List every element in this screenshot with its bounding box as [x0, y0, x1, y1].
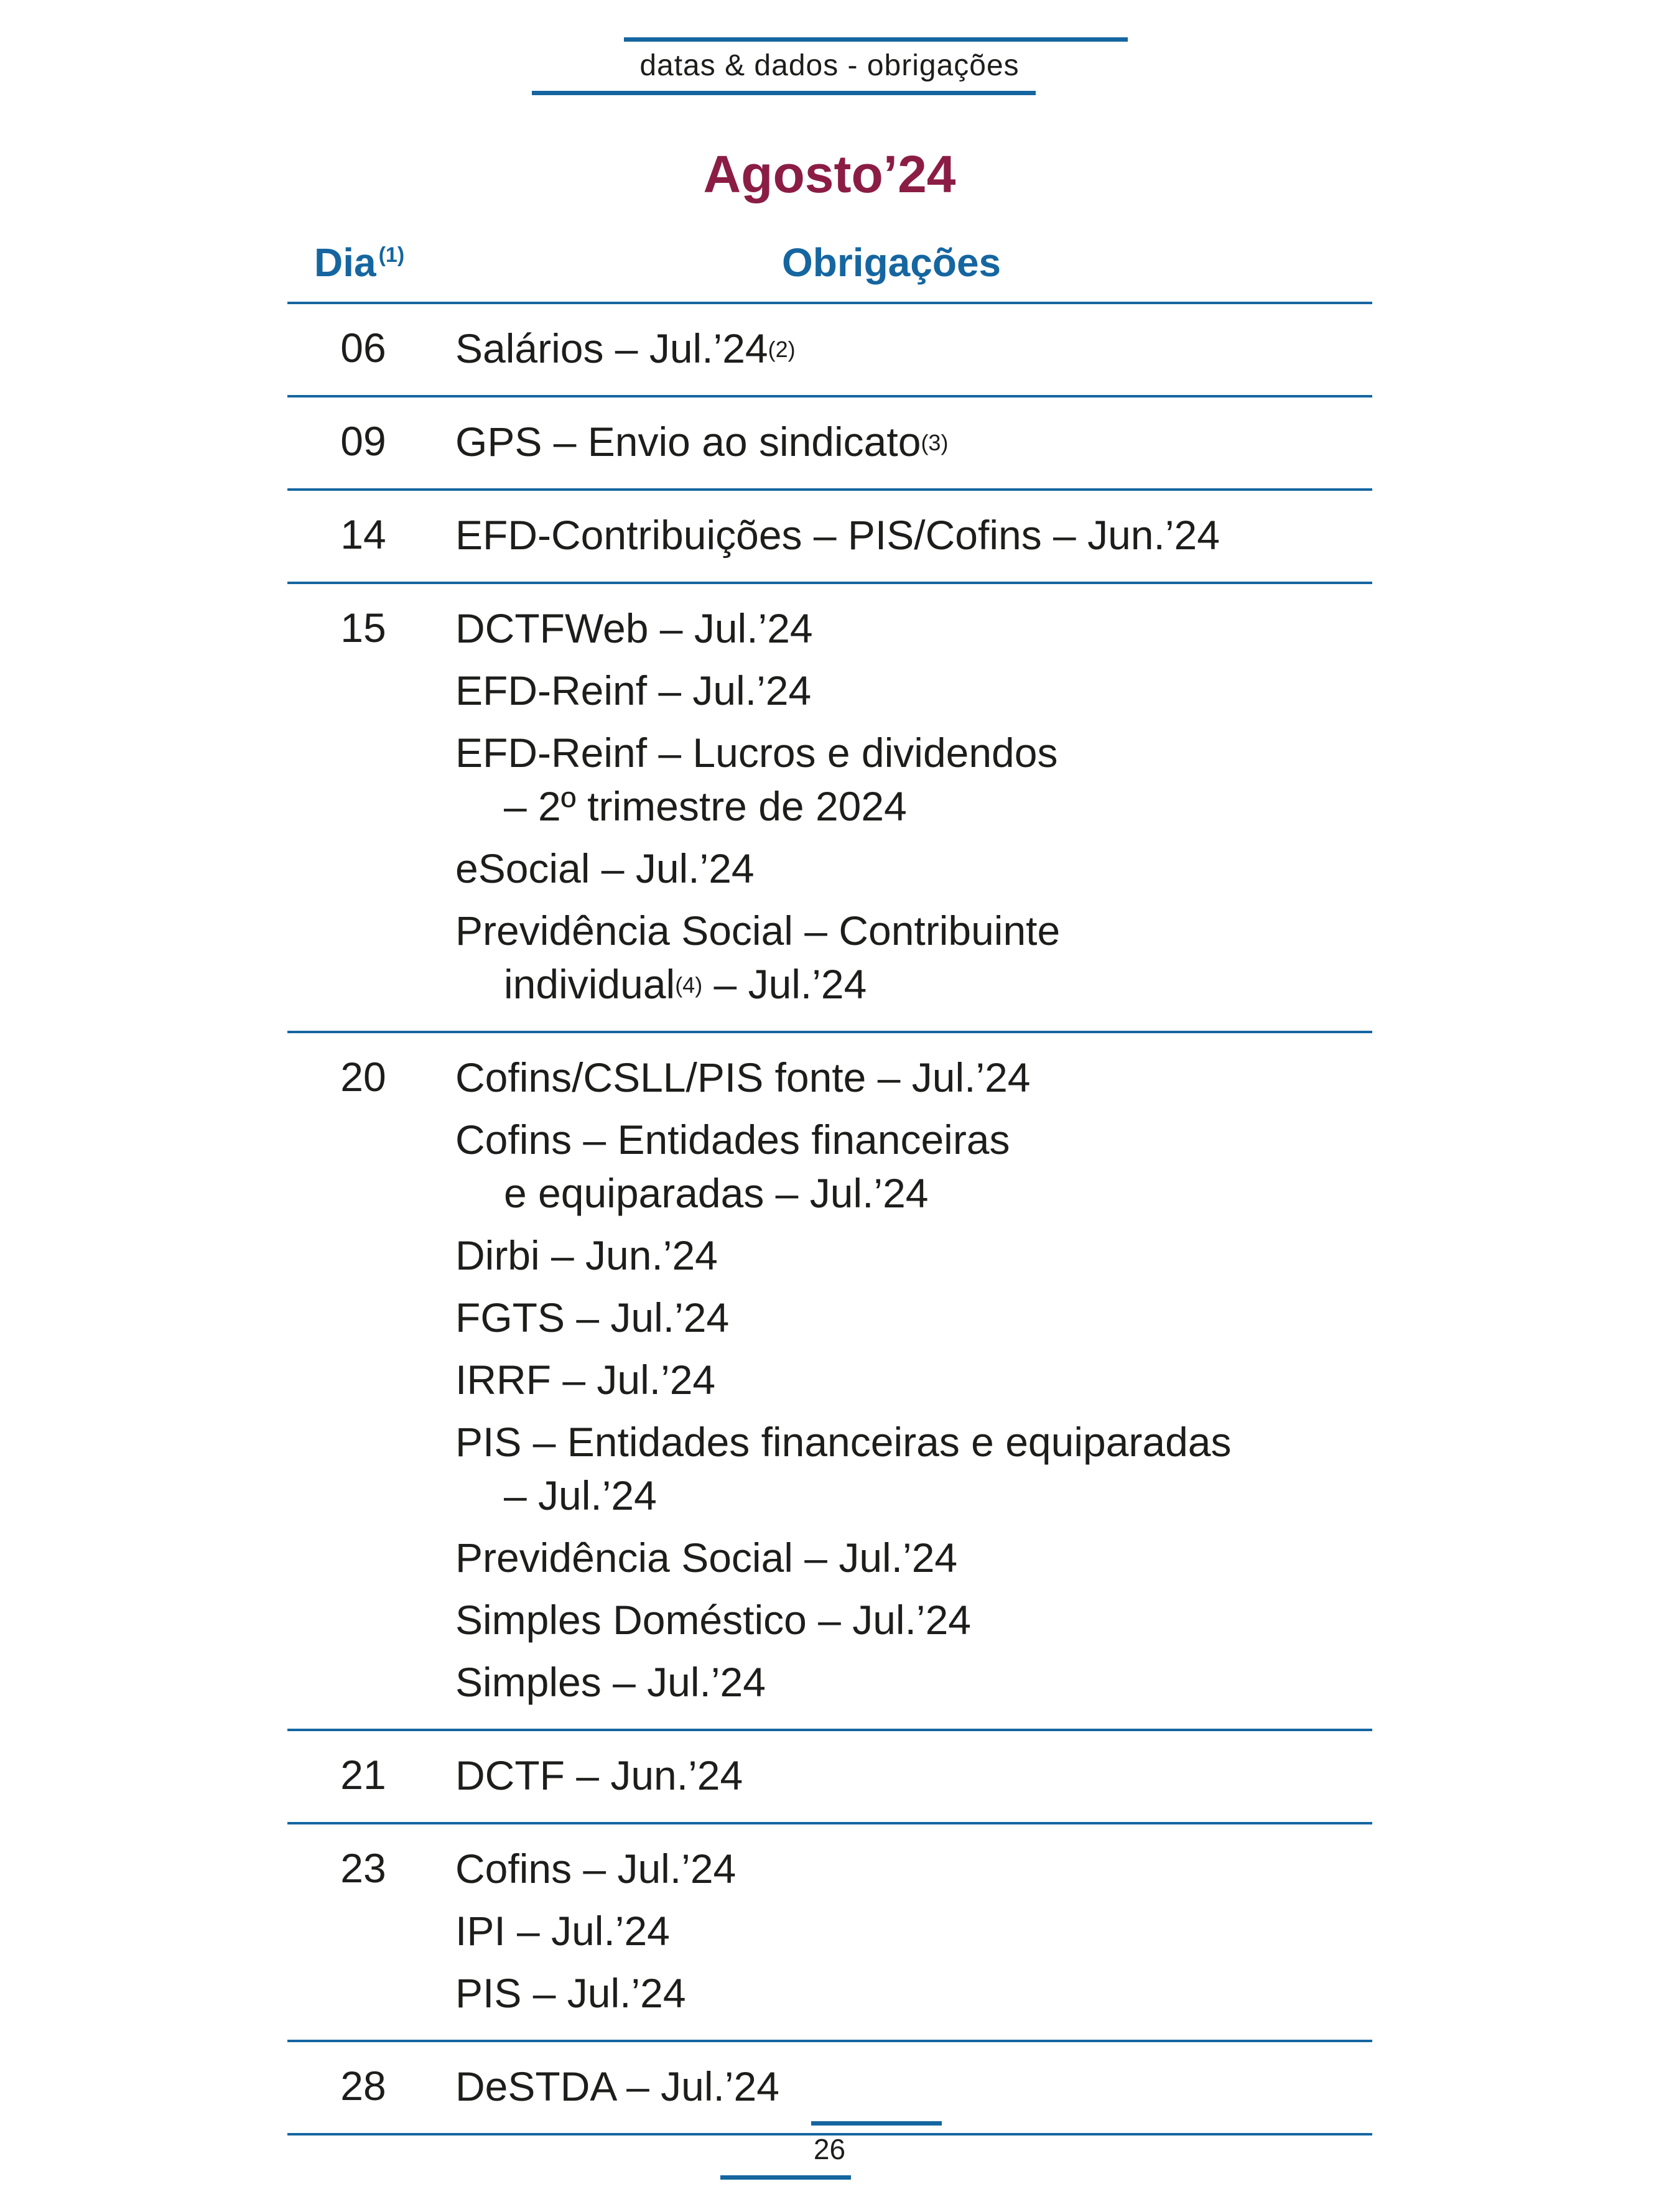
day-cell: 28 [340, 2063, 386, 2109]
obligation-text: DCTF – Jun.’24 [455, 1752, 743, 1798]
column-header-day-note: (1) [378, 243, 405, 267]
table-row [287, 1033, 1372, 1731]
table-row [287, 304, 1372, 397]
day-cell: 09 [340, 418, 386, 464]
obligation-item [455, 2060, 1372, 2113]
obligation-item [455, 1531, 1372, 1584]
obligation-text: Cofins/CSLL/PIS fonte – Jul.’24 [455, 1054, 1031, 1100]
obligation-text: PIS – Entidades financeiras e equiparadas [455, 1419, 1232, 1465]
obligation-item [455, 664, 1372, 717]
page-title: Agosto’24 [703, 145, 956, 203]
obligations-cell [439, 2060, 1372, 2122]
obligation-text: DeSTDA – Jul.’24 [455, 2063, 779, 2109]
table-top-rule [287, 302, 1372, 304]
obligation-item [455, 842, 1372, 895]
obligation-item [455, 726, 1372, 833]
obligation-text: EFD-Contribuições – PIS/Cofins – Jun.’24 [455, 512, 1220, 558]
obligation-item [455, 1113, 1372, 1220]
obligations-cell [439, 415, 1372, 477]
obligation-item [455, 602, 1372, 655]
footer-rule-bottom [720, 2175, 851, 2180]
obligation-text: Cofins – Jul.’24 [455, 1846, 737, 1892]
day-cell: 14 [340, 511, 386, 557]
obligation-text: EFD-Reinf – Jul.’24 [455, 667, 812, 713]
obligation-item [455, 415, 1372, 468]
column-header-day [314, 239, 404, 286]
table-row [287, 584, 1372, 1033]
obligation-text: PIS – Jul.’24 [455, 1970, 686, 2016]
table-row [287, 491, 1372, 584]
day-cell: 23 [340, 1845, 386, 1891]
header-rule-bottom [532, 91, 1036, 95]
obligation-text: GPS – Envio ao sindicato [455, 419, 921, 465]
obligation-item [455, 1904, 1372, 1958]
obligation-item [455, 904, 1372, 1011]
obligation-text: DCTFWeb – Jul.’24 [455, 605, 813, 651]
obligation-text: IPI – Jul.’24 [455, 1908, 670, 1954]
obligation-item [455, 1655, 1372, 1709]
obligations-cell [439, 1749, 1372, 1811]
obligations-table [287, 302, 1372, 2135]
obligation-text: Cofins – Entidades financeiras [455, 1117, 1010, 1163]
page-number: 26 [813, 2133, 846, 2165]
obligation-item [455, 1051, 1372, 1104]
header-rule-top [624, 37, 1128, 42]
obligation-text-continued-part: individual [504, 961, 676, 1007]
table-body [287, 304, 1372, 2135]
obligation-item [455, 508, 1372, 562]
obligation-text-continued [455, 957, 1372, 1011]
obligation-item [455, 1593, 1372, 1647]
obligation-item [455, 1415, 1372, 1522]
footer-rule-top [811, 2121, 942, 2126]
obligation-text-continued: – 2º trimestre de 2024 [504, 783, 907, 829]
day-cell: 21 [340, 1752, 386, 1798]
day-cell: 15 [340, 605, 386, 651]
obligation-text: Simples – Jul.’24 [455, 1659, 766, 1705]
obligation-text-continued-part: – Jul.’24 [702, 961, 867, 1007]
obligations-cell [439, 508, 1372, 570]
obligation-item [455, 1842, 1372, 1895]
obligation-text: Previdência Social – Jul.’24 [455, 1535, 958, 1581]
obligation-text: eSocial – Jul.’24 [455, 845, 755, 891]
obligation-text: Dirbi – Jun.’24 [455, 1232, 718, 1278]
obligations-cell [439, 1842, 1372, 2028]
obligation-item [455, 322, 1372, 375]
table-row [287, 1824, 1372, 2042]
obligation-item [455, 1353, 1372, 1406]
obligation-text: IRRF – Jul.’24 [455, 1357, 716, 1403]
obligation-item [455, 1966, 1372, 2020]
table-row [287, 397, 1372, 491]
obligation-text: Salários – Jul.’24 [455, 325, 768, 371]
section-title: datas & dados - obrigações [639, 49, 1020, 82]
day-cell: 06 [340, 325, 386, 371]
obligation-item [455, 1749, 1372, 1802]
footnote-marker: (2) [768, 337, 796, 362]
obligation-item [455, 1291, 1372, 1344]
footnote-marker: (3) [921, 430, 949, 455]
obligation-text: Simples Doméstico – Jul.’24 [455, 1597, 971, 1643]
obligations-cell [439, 322, 1372, 384]
obligation-text-continued: e equiparadas – Jul.’24 [504, 1170, 929, 1216]
column-header-obligations: Obrigações [782, 240, 1001, 285]
footnote-marker: (4) [675, 972, 703, 998]
obligation-text: Previdência Social – Contribuinte [455, 908, 1061, 954]
obligations-cell [439, 602, 1372, 1020]
day-cell: 20 [340, 1054, 386, 1100]
obligation-text: FGTS – Jul.’24 [455, 1294, 730, 1341]
obligation-item [455, 1229, 1372, 1282]
table-row [287, 1731, 1372, 1824]
obligation-text-continued: – Jul.’24 [504, 1472, 657, 1518]
column-header-day-label: Dia [314, 240, 376, 285]
obligations-cell [439, 1051, 1372, 1717]
obligation-text: EFD-Reinf – Lucros e dividendos [455, 730, 1058, 776]
